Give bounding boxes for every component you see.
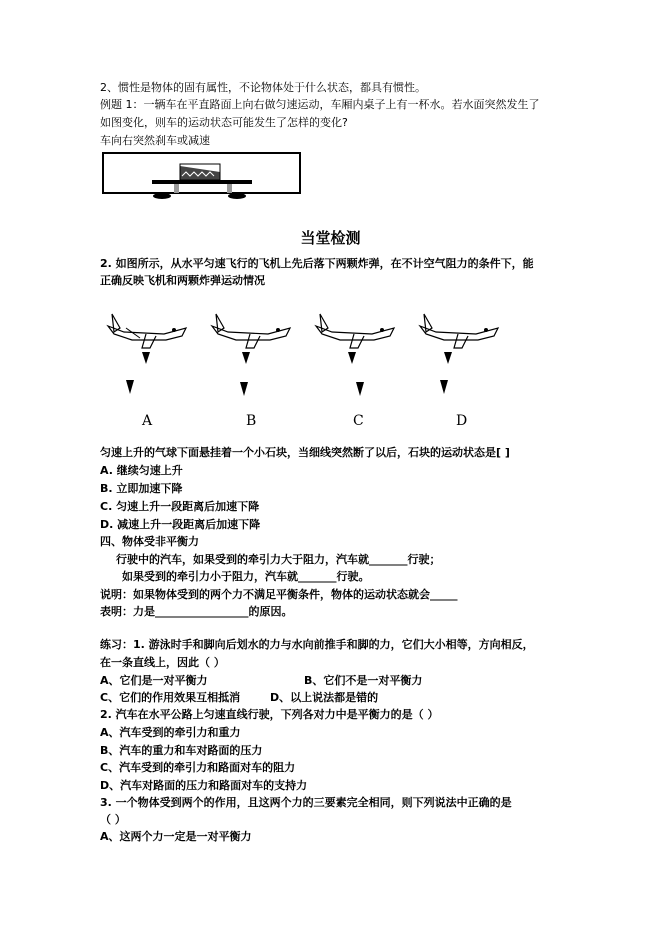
practice-q3-option-a: A、这两个力一定是一对平衡力 (100, 830, 252, 843)
practice-q3-line1: 3. 一个物体受到两个的作用，且这两个力的三要素完全相同，则下列说法中正确的是 (100, 796, 512, 809)
example1-answer: 车向右突然刹车或减速 (100, 134, 210, 147)
option-label-b: B (246, 413, 257, 429)
practice-q2-option-d: D、汽车对路面的压力和路面对车的支持力 (100, 779, 308, 792)
practice-q1-option-b: B、它们不是一对平衡力 (304, 674, 423, 687)
option-label-d: D (456, 413, 468, 429)
balloon-option-d: D. 减速上升一段距离后加速下降 (100, 518, 261, 531)
practice-q1-line2: 在一条直线上，因此（ ） (100, 656, 225, 669)
balloon-option-a: A. 继续匀速上升 (100, 464, 183, 477)
q2-line1: 2. 如图所示，从水平匀速飞行的飞机上先后落下两颗炸弹，在不计空气阻力的条件下，能 (100, 257, 534, 270)
balloon-option-c: C. 匀速上升一段距离后加速下降 (100, 500, 260, 513)
practice-q1-option-a: A、它们是一对平衡力 (100, 674, 208, 687)
practice-q1-line1: 练习：1. 游泳时手和脚向后划水的力与水向前推手和脚的力，它们大小相等，方向相反， (100, 638, 534, 651)
practice-q2-option-c: C、汽车受到的牵引力和路面对车的阻力 (100, 761, 296, 774)
practice-q3-line2: （ ） (100, 813, 126, 826)
balloon-option-b: B. 立即加速下降 (100, 482, 183, 495)
page-heading: 当堂检测 (300, 229, 361, 247)
option-label-c: C (353, 413, 364, 429)
practice-q2-stem: 2. 汽车在水平公路上匀速直线行驶，下列各对力中是平衡力的是（ ） (100, 708, 439, 721)
part4-title: 四、物体受非平衡力 (100, 535, 199, 548)
plane-option-b (208, 308, 298, 418)
example1-line1: 例题 1：一辆车在平直路面上向右做匀速运动，车厢内桌子上有一杯水。若水面突然发生了 (100, 98, 540, 111)
plane-option-c (312, 308, 402, 418)
q2-line2: 正确反映飞机和两颗炸弹运动情况 (100, 274, 265, 287)
part4-line2: 如果受到的牵引力小于阻力，汽车就_______行驶。 (122, 570, 370, 583)
part4-line1: 行驶中的汽车，如果受到的牵引力大于阻力，汽车就_______行驶； (116, 553, 441, 566)
practice-q1-option-c: C、它们的作用效果互相抵消 (100, 691, 241, 704)
option-label-a: A (142, 413, 153, 429)
part4-explanation: 说明：如果物体受到的两个力不满足平衡条件，物体的运动状态就会_____ (100, 588, 458, 601)
practice-q1-option-d: D、以上说法都是错的 (270, 691, 379, 704)
example1-line2: 如图变化，则车的运动状态可能发生了怎样的变化? (100, 116, 348, 129)
inertia-statement: 2、惯性是物体的固有属性，不论物体处于什么状态，都具有惯性。 (100, 81, 426, 94)
balloon-question: 匀速上升的气球下面悬挂着一个小石块，当细线突然断了以后，石块的运动状态是[ ] (100, 446, 510, 459)
plane-option-d (416, 308, 506, 418)
practice-q2-option-b: B、汽车的重力和车对路面的压力 (100, 744, 263, 757)
car-water-diagram (102, 152, 302, 200)
practice-q2-option-a: A、汽车受到的牵引力和重力 (100, 726, 241, 739)
plane-option-a (104, 308, 194, 418)
part4-conclusion: 表明：力是_________________的原因。 (100, 605, 293, 618)
